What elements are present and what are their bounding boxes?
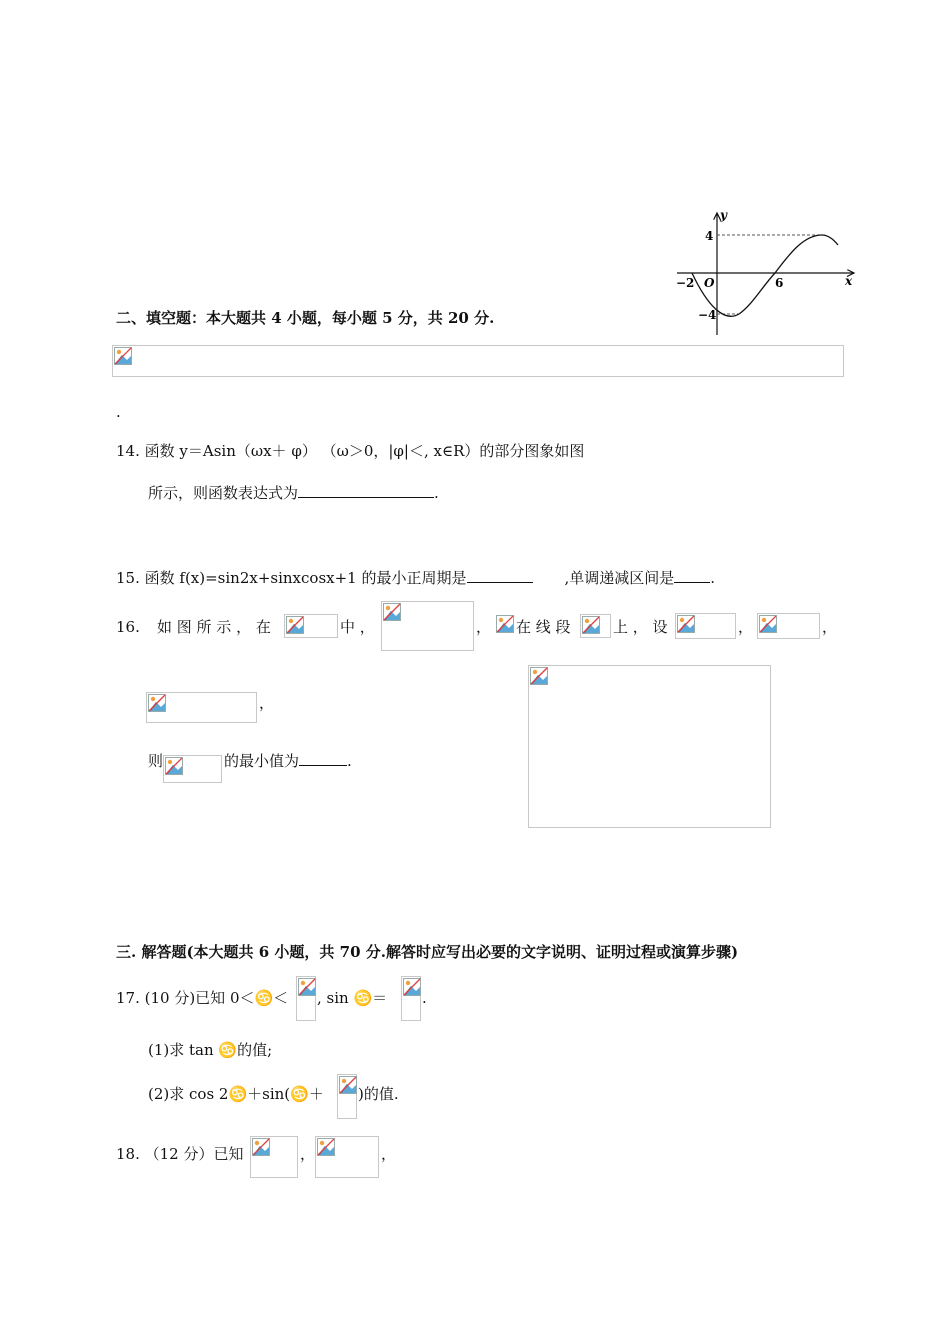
q18-sep1: ， xyxy=(300,1145,316,1163)
q16-then-prefix: 则 xyxy=(148,752,164,770)
tick-y-neg: −4 xyxy=(698,308,717,322)
q16-img-vector2 xyxy=(757,613,820,639)
q18-img-vector-b xyxy=(315,1136,379,1178)
q16-then-suffix: . xyxy=(347,752,352,770)
broken-image-icon xyxy=(339,1076,357,1094)
broken-image-wide xyxy=(112,345,844,377)
q16-text5: 上 ， 设 xyxy=(613,618,668,636)
q16-text6: ， xyxy=(738,618,754,636)
q15-line xyxy=(116,568,715,588)
q14-line2-prefix: 所示，则函数表达式为 xyxy=(148,484,299,502)
q17-img-bound xyxy=(296,976,316,1021)
sine-graph xyxy=(672,205,872,340)
q16-img-point xyxy=(495,614,515,638)
q14-line2 xyxy=(148,483,439,503)
section2-heading: 二、填空题：本大题共 4 小题，每小题 5 分，共 20 分. xyxy=(116,309,495,327)
x-axis-label: x xyxy=(845,274,853,288)
broken-image-icon xyxy=(317,1138,335,1156)
q16-img-vector3 xyxy=(146,692,257,723)
q16-img-vector1 xyxy=(675,613,736,639)
q16-text3: ， xyxy=(476,618,492,636)
q16-text4: 在 线 段 xyxy=(516,618,571,636)
broken-image-icon xyxy=(530,667,548,685)
q15-period-blank xyxy=(467,568,533,583)
broken-image-icon xyxy=(165,757,183,775)
q15-prefix: 15. 函数 f(x)=sin2x+sinxcosx+1 的最小正周期是 xyxy=(116,569,467,587)
q16-img-expression xyxy=(163,755,222,783)
q17-part2-prefix: (2)求 cos 2♋＋sin(♋＋ xyxy=(148,1085,324,1103)
q16-text1: 如 图 所 示 ， 在 xyxy=(157,618,271,636)
broken-image-icon xyxy=(496,615,514,633)
broken-image-icon xyxy=(383,603,401,621)
q17-part1: (1)求 tan ♋的值; xyxy=(148,1041,273,1059)
q16-number: 16. xyxy=(116,618,140,636)
tick-x-pos: 6 xyxy=(775,276,784,290)
q17-part2-suffix: )的值. xyxy=(358,1085,399,1103)
origin-label: O xyxy=(704,276,715,290)
q15-suffix: . xyxy=(710,569,716,587)
broken-image-icon xyxy=(114,347,132,365)
q14-answer-blank xyxy=(298,483,434,498)
q16-img-condition1 xyxy=(381,601,474,651)
q18-prefix: 18. （12 分）已知 xyxy=(116,1145,244,1163)
q14-line1: 14. 函数 y＝Asin（ωx＋ φ） （ω＞0，|φ|＜, x∈R）的部分图象如图 xyxy=(116,442,585,460)
q16-text8: ， xyxy=(259,694,275,712)
tick-y-pos: 4 xyxy=(705,229,714,243)
q16-then-line xyxy=(224,751,352,771)
q18-img-vector-a xyxy=(250,1136,298,1178)
section3-heading: 三. 解答题(本大题共 6 小题，共 70 分.解答时应写出必要的文字说明、证明过程或演算步骤) xyxy=(116,943,739,961)
q17-img-value xyxy=(401,976,421,1021)
q17-suffix: . xyxy=(422,989,427,1007)
broken-image-icon xyxy=(298,978,316,996)
dot-line: . xyxy=(116,403,121,421)
broken-image-icon xyxy=(148,694,166,712)
q15-interval-blank xyxy=(674,568,710,583)
broken-image-icon xyxy=(582,616,600,634)
q17-middle: , sin ♋＝ xyxy=(317,989,388,1007)
q16-img-triangle xyxy=(284,614,338,638)
q16-text2: 中 ， xyxy=(340,618,375,636)
broken-image-icon xyxy=(759,615,777,633)
q16-answer-blank xyxy=(299,751,347,766)
q16-img-segment xyxy=(580,614,611,638)
q17-img-angle xyxy=(337,1074,357,1119)
broken-image-icon xyxy=(677,615,695,633)
q16-text7: ， xyxy=(822,618,838,636)
y-axis-label: y xyxy=(720,208,727,222)
q17-prefix: 17. (10 分)已知 0＜♋＜ xyxy=(116,989,289,1007)
q15-middle: ,单调递减区间是 xyxy=(564,569,675,587)
q16-figure xyxy=(528,665,771,828)
q18-sep2: ， xyxy=(381,1145,397,1163)
broken-image-icon xyxy=(286,616,304,634)
broken-image-icon xyxy=(252,1138,270,1156)
q16-then-middle: 的最小值为 xyxy=(224,752,300,770)
tick-x-neg: −2 xyxy=(676,276,695,290)
broken-image-icon xyxy=(403,978,421,996)
q14-line2-suffix: . xyxy=(434,484,439,502)
